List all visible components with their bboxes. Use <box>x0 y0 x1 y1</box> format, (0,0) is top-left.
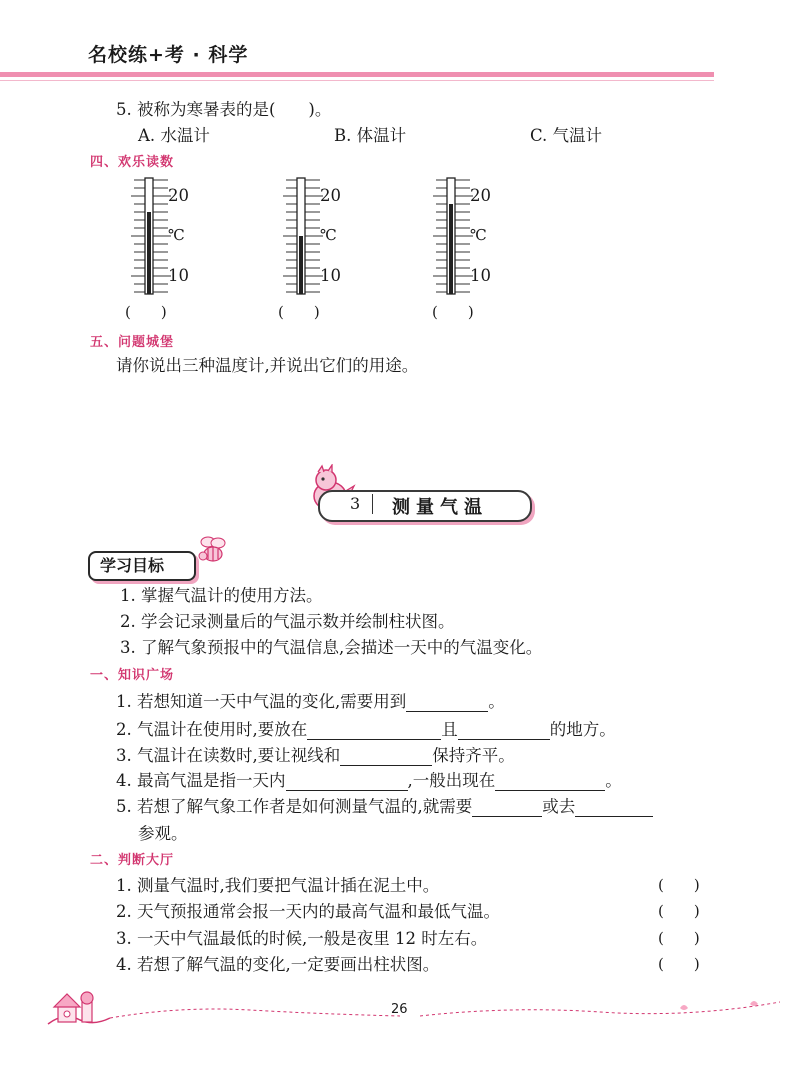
goal-item: 3. 了解气象预报中的气温信息,会描述一天中的气温变化。 <box>120 638 543 657</box>
answer-blank[interactable] <box>495 774 605 791</box>
unit-label: ℃ <box>168 226 185 244</box>
lesson-title: 测量气温 <box>392 497 488 518</box>
fill-question-text: 2. 气温计在使用时,要放在 <box>116 720 308 739</box>
badge-divider <box>372 494 373 514</box>
fill-question-text: 3. 气温计在读数时,要让视线和 <box>116 746 341 765</box>
sprout-icon <box>750 1001 758 1006</box>
answer-paren-1[interactable]: ( ) <box>125 303 167 321</box>
goals-label: 学习目标 <box>100 556 165 575</box>
goal-item: 2. 学会记录测量后的气温示数并绘制柱状图。 <box>120 612 455 631</box>
section-title-knowledge: 一、知识广场 <box>90 668 175 683</box>
answer-blank[interactable] <box>406 695 488 712</box>
option-a: A. 水温计 <box>138 126 210 145</box>
answer-blank[interactable] <box>307 723 441 740</box>
scale-high-label: 20 <box>320 186 341 205</box>
scale-low-label: 10 <box>470 266 491 285</box>
book-title: 名校练+考 · 科学 <box>88 44 249 66</box>
fill-question-5 <box>116 793 653 817</box>
scale-high-label: 20 <box>168 186 189 205</box>
answer-paren-3[interactable]: ( ) <box>432 303 474 321</box>
answer-blank[interactable] <box>286 774 408 791</box>
sprout-icon <box>680 1005 688 1010</box>
house-icon <box>44 984 114 1030</box>
answer-blank[interactable] <box>458 723 550 740</box>
bee-icon <box>194 534 228 568</box>
fill-question-5-cont: 参观。 <box>138 824 188 843</box>
fill-question-text: 4. 最高气温是指一天内 <box>116 771 286 790</box>
judge-item: 3. 一天中气温最低的时候,一般是夜里 12 时左右。 <box>116 929 488 948</box>
fill-question-3 <box>116 742 515 766</box>
judge-paren[interactable]: ( ) <box>658 929 700 947</box>
fill-question-text: 5. 若想了解气象工作者是如何测量气温的,就需要 <box>116 797 473 816</box>
scale-low-label: 10 <box>168 266 189 285</box>
judge-paren[interactable]: ( ) <box>658 902 700 920</box>
unit-label: ℃ <box>320 226 337 244</box>
scale-low-label: 10 <box>320 266 341 285</box>
section-title-reading: 四、欢乐读数 <box>90 155 175 170</box>
answer-blank[interactable] <box>575 800 653 817</box>
option-c: C. 气温计 <box>530 126 603 145</box>
fill-question-text: 。 <box>605 771 622 790</box>
lesson-number: 3 <box>350 494 361 513</box>
judge-item: 1. 测量气温时,我们要把气温计插在泥土中。 <box>116 876 440 895</box>
fill-question-text: 或去 <box>542 797 576 816</box>
unit-label: ℃ <box>470 226 487 244</box>
mercury-column <box>449 204 453 294</box>
fill-question-text: 1. 若想知道一天中气温的变化,需要用到 <box>116 692 407 711</box>
fill-question-text: 且 <box>441 720 458 739</box>
judge-item: 2. 天气预报通常会报一天内的最高气温和最低气温。 <box>116 902 500 921</box>
fill-question-4 <box>116 767 622 791</box>
header-divider-thin <box>0 80 714 81</box>
judge-item: 4. 若想了解气温的变化,一定要画出柱状图。 <box>116 955 440 974</box>
fill-question-text: ,一般出现在 <box>407 771 496 790</box>
fill-question-text: 保持齐平。 <box>432 746 515 765</box>
footer-wave-left <box>110 1000 400 1020</box>
question-5: 5. 被称为寒暑表的是( )。 <box>116 100 332 119</box>
castle-prompt: 请你说出三种温度计,并说出它们的用途。 <box>116 356 419 375</box>
judge-paren[interactable]: ( ) <box>658 876 700 894</box>
section-title-judge: 二、判断大厅 <box>90 853 175 868</box>
fill-question-text: 的地方。 <box>549 720 616 739</box>
option-b: B. 体温计 <box>334 126 407 145</box>
fill-question-text: 。 <box>488 692 505 711</box>
section-title-castle: 五、问题城堡 <box>90 335 175 350</box>
answer-blank[interactable] <box>340 749 432 766</box>
scale-high-label: 20 <box>470 186 491 205</box>
footer-wave-right <box>420 996 780 1022</box>
judge-paren[interactable]: ( ) <box>658 955 700 973</box>
answer-blank[interactable] <box>472 800 542 817</box>
mercury-column <box>147 212 151 294</box>
fill-question-2 <box>116 716 616 740</box>
mercury-column <box>299 236 303 294</box>
fill-question-1 <box>116 688 505 712</box>
goal-item: 1. 掌握气温计的使用方法。 <box>120 586 323 605</box>
page-number: 26 <box>391 1002 408 1017</box>
answer-paren-2[interactable]: ( ) <box>278 303 320 321</box>
header-divider <box>0 72 714 77</box>
